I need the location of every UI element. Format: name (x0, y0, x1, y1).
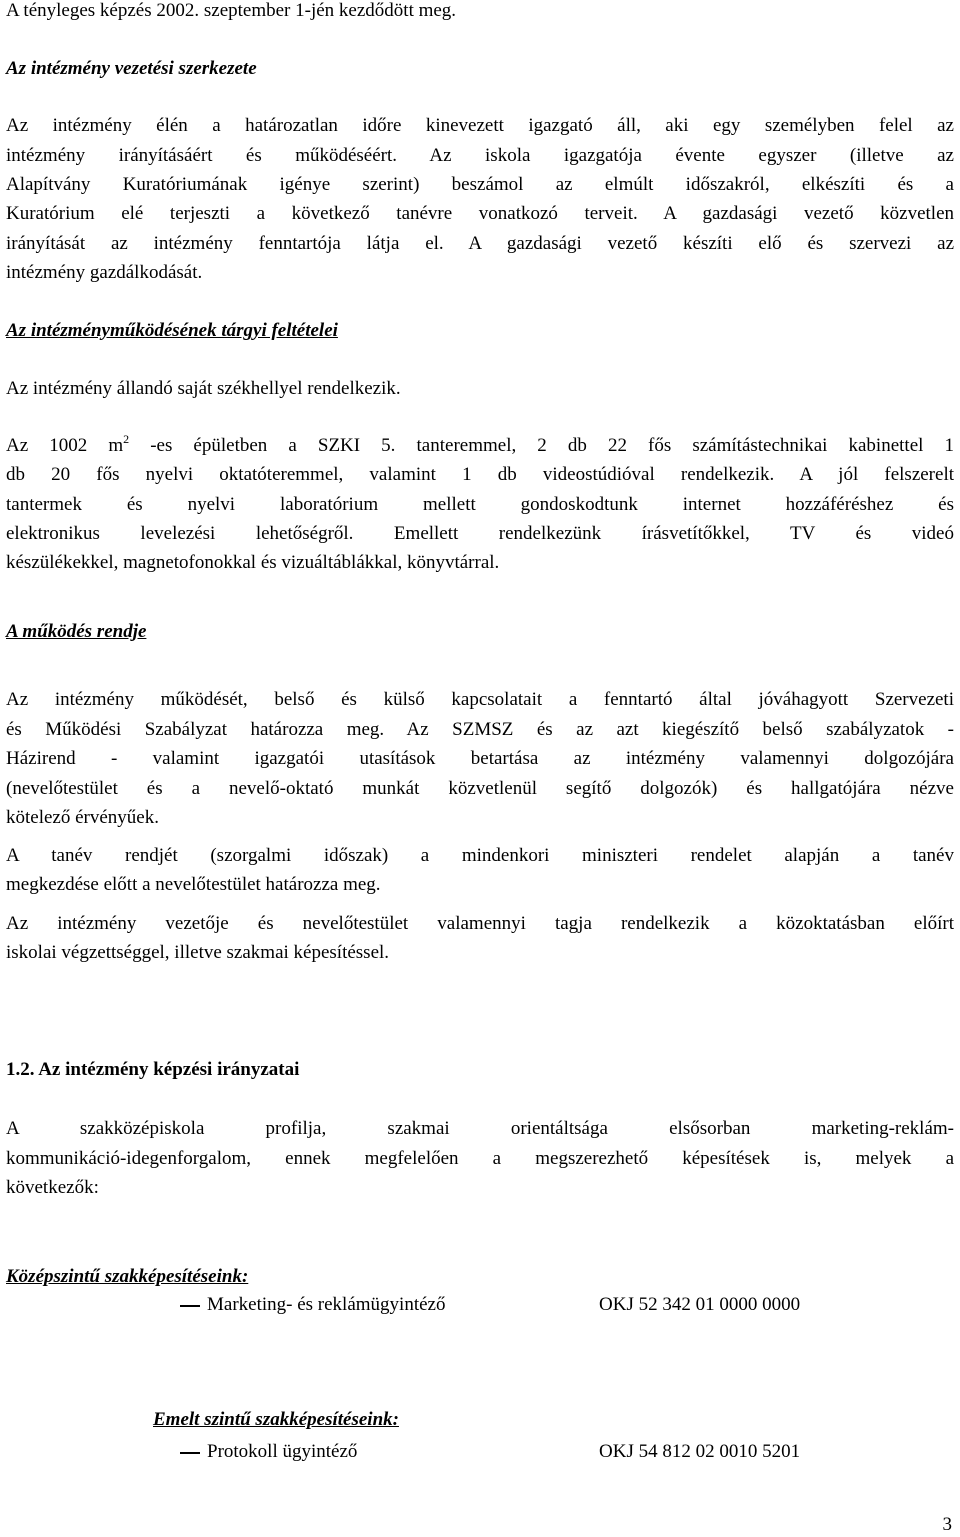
paragraph-line: és Működési Szabályzat határozza meg. Az SZMSZ és az azt kiegészítő belső szabályzatok - (6, 719, 954, 740)
paragraph-line: A szakközépiskola profilja, szakmai orientáltsága elsősorban marketing-reklám- (6, 1118, 954, 1139)
heading-management-structure: Az intézmény vezetési szerkezete (6, 58, 257, 79)
qualification-code: OKJ 54 812 02 0010 5201 (599, 1441, 801, 1462)
paragraph-line: kötelező érvényűek. (6, 807, 159, 828)
dash-bullet-icon (180, 1305, 200, 1307)
intro-sentence: A tényleges képzés 2002. szeptember 1-jén kezdődött meg. (6, 0, 457, 21)
section-heading-1-2 (6, 1059, 954, 1081)
paragraph-line: intézmény irányításáért és működéséért. Az iskola igazgatója évente egyszer (illetve az (6, 145, 954, 166)
paragraph-line: (nevelőtestület és a nevelő-oktató munkát közvetlenül segítő dolgozók) és hallgatójára nézve (6, 778, 954, 799)
paragraph-line: következők: (6, 1177, 99, 1198)
paragraph-line-with-superscript (6, 432, 954, 458)
text-segment: Az 1002 m (6, 435, 124, 456)
qualification-name: Marketing- és reklámügyintéző (207, 1294, 446, 1315)
dash-bullet-icon (180, 1452, 200, 1454)
page-number: 3 (942, 1514, 952, 1535)
section-title: Az intézmény képzési irányzatai (38, 1059, 300, 1080)
heading-mid-level-qualifications: Középszintű szakképesítéseink: (6, 1266, 249, 1287)
paragraph-line: irányítását az intézmény fenntartója látja el. A gazdasági vezető készíti elő és szervezi az (6, 233, 954, 254)
heading-operation-order: A működés rendje (6, 621, 147, 642)
paragraph-line: Az intézmény élén a határozatlan időre kinevezett igazgató áll, aki egy személyben felel az (6, 115, 954, 136)
paragraph-line: intézmény gazdálkodását. (6, 262, 203, 283)
paragraph-line: készülékekkel, magnetofonokkal és vizuáltáblákkal, könyvtárral. (6, 552, 500, 573)
text-segment: -es épületben a SZKI 5. tanteremmel, 2 db 22 fős számítástechnikai kabinettel 1 (129, 435, 954, 456)
paragraph-line: db 20 fős nyelvi oktatóteremmel, valamint 1 db videostúdióval rendelkezik. A jól felszerelt (6, 464, 954, 485)
paragraph-line: Az intézmény működését, belső és külső kapcsolatait a fenntartó által jóváhagyott Szervezeti (6, 689, 954, 710)
section-number: 1.2. (6, 1059, 35, 1080)
qualification-name: Protokoll ügyintéző (207, 1441, 358, 1462)
heading-material-conditions: Az intézményműködésének tárgyi feltételei (6, 320, 338, 341)
paragraph-line: Az intézmény vezetője és nevelőtestület valamennyi tagja rendelkezik a közoktatásban előírt (6, 913, 954, 934)
paragraph-line: kommunikáció-idegenforgalom, ennek megfelelően a megszerezhető képesítések is, melyek a (6, 1148, 954, 1169)
paragraph-line: Az intézmény állandó saját székhellyel rendelkezik. (6, 378, 401, 399)
paragraph-line: megkezdése előtt a nevelőtestület határozza meg. (6, 874, 381, 895)
qualification-code: OKJ 52 342 01 0000 0000 (599, 1294, 801, 1315)
paragraph-line: Alapítvány Kuratóriumának igénye szerint) beszámol az elmúlt időszakról, elkészíti és a (6, 174, 954, 195)
paragraph-line: Kuratórium elé terjeszti a következő tanévre vonatkozó terveit. A gazdasági vezető közvetlen (6, 203, 954, 224)
paragraph-line: elektronikus levelezési lehetőségről. Emellett rendelkezünk írásvetítőkkel, TV és videó (6, 523, 954, 544)
paragraph-line: iskolai végzettséggel, illetve szakmai képesítéssel. (6, 942, 390, 963)
superscript: 2 (123, 432, 130, 446)
paragraph-line: tantermek és nyelvi laboratórium mellett gondoskodtunk internet hozzáféréshez és (6, 494, 954, 515)
paragraph-line: A tanév rendjét (szorgalmi időszak) a mindenkori miniszteri rendelet alapján a tanév (6, 845, 954, 866)
heading-advanced-level-qualifications: Emelt szintű szakképesítéseink: (153, 1409, 399, 1430)
paragraph-line: Házirend - valamint igazgatói utasítások betartása az intézmény valamennyi dolgozójára (6, 748, 954, 769)
